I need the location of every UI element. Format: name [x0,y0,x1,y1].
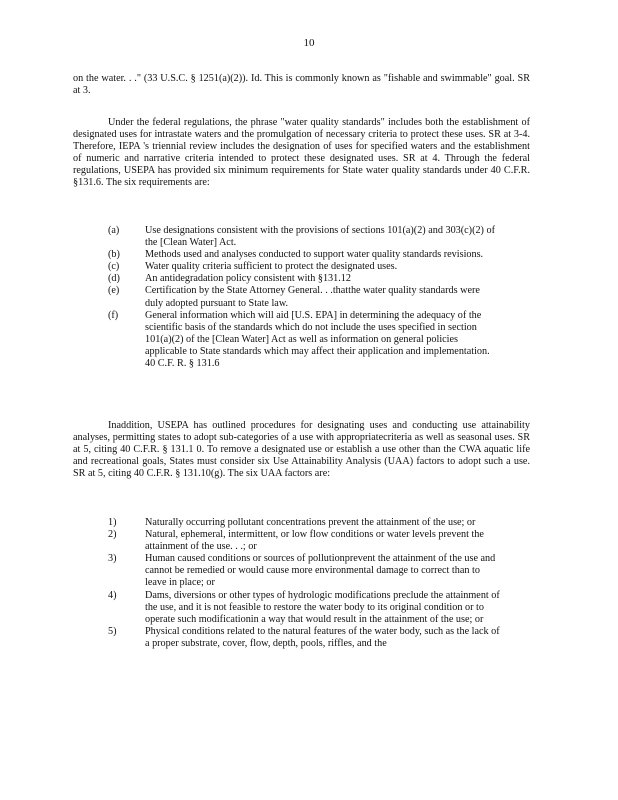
list-item [108,553,500,589]
list-item [108,225,500,249]
list-item [108,529,500,553]
list-item-text: Dams, diversions or other types of hydrologic modifications preclude the attainment of the use, and it is not feasible to restore the water body to its original condition or to operate such modificationin a way that would result in the attainment of the use; or [145,589,500,625]
list-marker: 3) [108,553,117,565]
list-marker: 2) [108,529,117,541]
list-marker: (c) [108,261,120,273]
list-item [108,626,500,650]
uaa-factors-list [108,517,500,650]
list-item [108,517,500,529]
list-marker: 1) [108,517,117,528]
list-item-text: Naturally occurring pollutant concentrations prevent the attainment of the use; or [145,517,476,528]
list-marker: (b) [108,249,120,261]
list-marker: (d) [108,273,120,285]
list-item-text: Human caused conditions or sources of pollutionprevent the attainment of the use and cannot be remedied or would cause more environmental damage to correct than to leave in place; or [145,553,496,589]
list-item [108,273,500,285]
paragraph-uaa-procedures: Inaddition, USEPA has outlined procedures for designating uses and conducting use attainability analyses, permitting states to adopt sub-categories of a use with appropriatecriteria as well as seasonal uses. SR at 5, citing 40 C.F.R. § 131.1 0. To remove a designated use or establish a use other than the CWA aquatic life and recreational goals, States must consider six Use Attainability Analysis (UAA) factors to adopt such a use. SR at 5, citing 40 C.F.R. § 131.10(g). The six UAA factors are: [73,420,530,480]
paragraph-fishable-swimmable: on the water. . ." (33 U.S.C. § 1251(a)(2)). Id. This is commonly known as "fishable and swimmable" goal. SR at 3. [73,73,530,97]
list-item-text: Water quality criteria sufficient to protect the designated uses. [145,261,398,273]
list-marker: 5) [108,625,117,637]
paragraph-federal-regulations: Under the federal regulations, the phrase "water quality standards" includes both the establishment of designated uses for intrastate waters and the promulgation of necessary criteria to protect these uses. SR at 3-4. Therefore, IEPA 's triennial review includes the designation of uses for specified waters and the establishment of numeric and narrative criteria intended to protect these designated uses. SR at 4. Through the federal regulations, USEPA has provided six minimum requirements for State water quality standards under 40 C.F.R. §131.6. The six requirements are: [73,117,530,189]
list-item-text: An antidegradation policy consistent with §131.12 [145,273,351,285]
list-item [108,310,500,370]
list-item-text: Physical conditions related to the natural features of the water body, such as the lack of a proper substrate, cover, flow, depth, pools, riffles, and the [145,625,500,649]
list-marker: (a) [108,225,120,236]
list-item-text: Use designations consistent with the provisions of sections 101(a)(2) and 303(c)(2) of the [Clean Water] Act. [145,225,495,249]
list-item-text: General information which will aid [U.S. EPA] in determining the adequacy of the scientific basis of the standards which do not include the uses specified in section 101(a)(2) of the [Clean Water] Act as well as information on general policies applicable to State standards which may affect their application and implementation. 40 C.F. R. § 131.6 [145,309,490,370]
list-marker: (e) [108,285,120,297]
list-item [108,249,500,261]
list-item [108,590,500,626]
list-item-text: Certification by the State Attorney General. . .thatthe water quality standards were duly adopted pursuant to State law. [145,285,480,309]
list-item-text: Methods used and analyses conducted to support water quality standards revisions. [145,249,484,261]
page-number: 10 [303,37,315,49]
list-item-text: Natural, ephemeral, intermittent, or low flow conditions or water levels prevent the attainment of the use. . .; or [145,529,484,553]
list-marker: 4) [108,589,117,601]
list-item [108,285,500,309]
list-item [108,261,500,273]
requirements-list [108,225,500,370]
list-marker: (f) [108,309,119,321]
